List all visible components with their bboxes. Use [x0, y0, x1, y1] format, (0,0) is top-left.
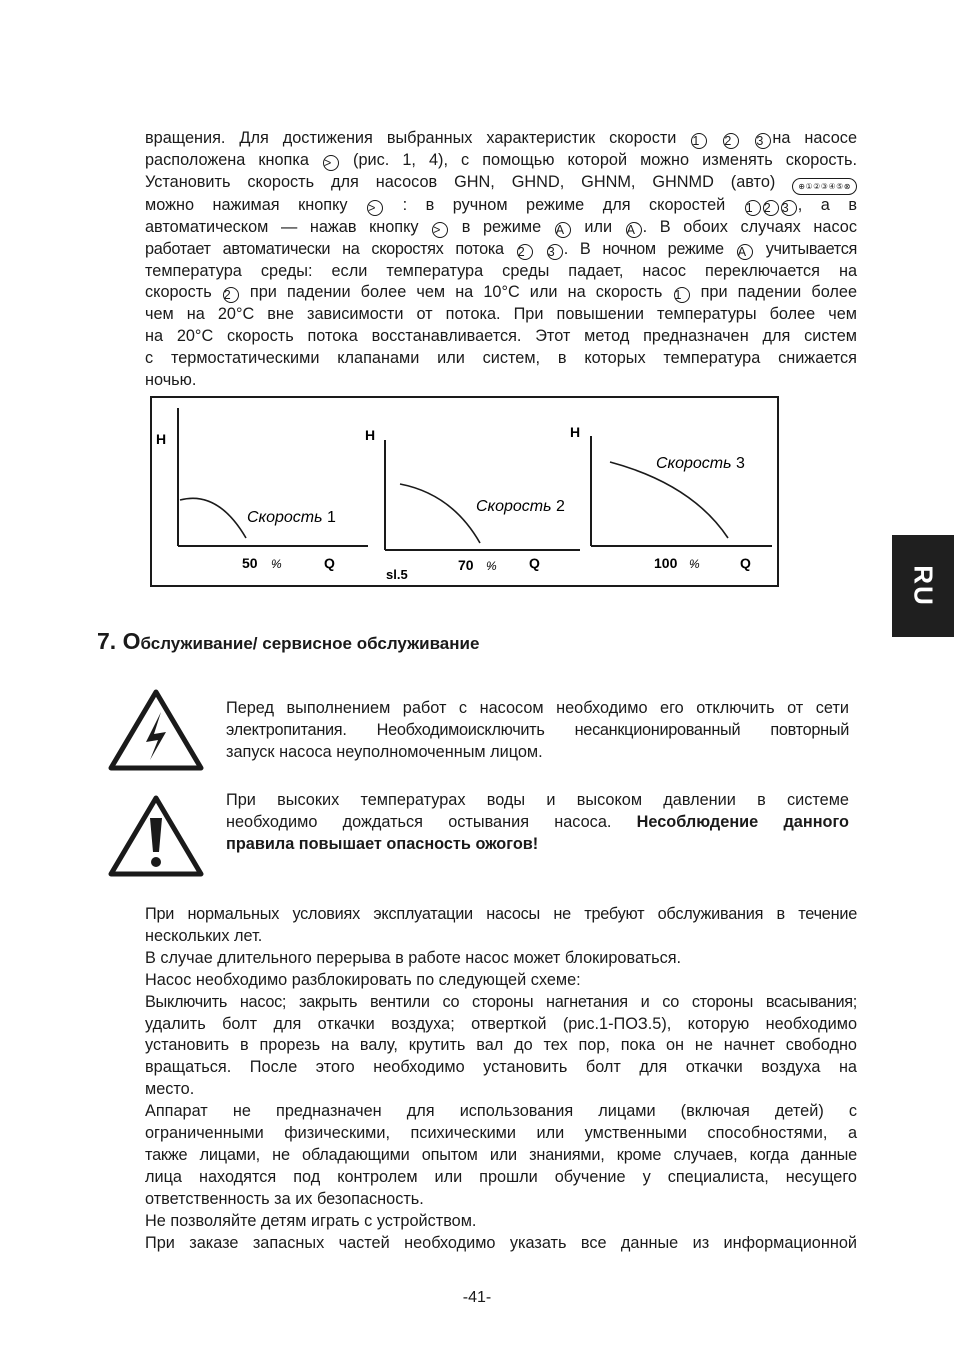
maintenance-paragraph: При нормальных условиях эксплуатации насосы не требуют обслуживания в течение нескольких лет. В случае длительного перерыва в работе насос может блокироваться. Насос необходимо разблокировать по следующей схеме: Выключить насос; закрыть вентили со стороны нагнетания и со стороны всасывания; удалить болт для откачки воздуха; отверткой (рис.1-ПОЗ.5), которую необходимо установить в прорезь на валу, крутить вал до тех пор, пока он не начнет свободно вращаться. После этого необходимо установить болт для откачки воздуха на место. Аппарат не предназначен для использования лицами (включая детей) с ограниченными физическими, психическими или умственными способностями, а также лицами, не обладающими опытом или знаниями, кроме случаев, когда данные лица находятся под контролем или прошли обучение у специалиста, несущего ответственность за их безопасность. Не позволяйте детям играть с устройством. При заказе запасных частей необходимо указать все данные из информационной [145, 905, 857, 1252]
axis-q-label: Q [529, 555, 540, 571]
q-value-label: 70 [458, 557, 474, 573]
curve-label-speed-2: Скорость 2 [476, 498, 565, 515]
panel-speed-2 [365, 427, 580, 582]
speed-1-symbol: 1 [745, 200, 761, 216]
speed-2-symbol: 2 [517, 244, 533, 260]
q-value-label: 50 [242, 555, 258, 571]
night-mode-symbol: A [626, 222, 642, 238]
speed-1-symbol: 1 [674, 287, 690, 303]
night-mode-symbol: A [737, 244, 753, 260]
q-value-label: 100 [654, 555, 678, 571]
page-number: -41- [462, 1289, 492, 1306]
speed-2-symbol: 2 [223, 287, 239, 303]
section-heading: 7. Обслуживание/ сервисное обслуживание [97, 628, 480, 654]
panel-speed-3 [570, 424, 772, 571]
speed-1-symbol: 1 [691, 133, 707, 149]
speed-2-symbol: 2 [723, 133, 739, 149]
curve-speed-2 [400, 484, 480, 543]
speed-2-symbol: 2 [763, 200, 779, 216]
axis-h-label: H [570, 424, 581, 440]
speed-button-symbol: > [367, 200, 383, 216]
axis-q-label: Q [740, 555, 751, 571]
percent-label: % [689, 557, 700, 571]
electrical-hazard-icon [108, 688, 204, 772]
electrical-warning-text: Перед выполнением работ с насосом необходимо его отключить от сети электропитания. Необходимоисключить несанкционированный повторный запуск насоса неуполномоченным лицом. [226, 699, 849, 761]
speed-button-symbol: > [323, 155, 339, 171]
curve-label-speed-3: Скорость 3 [656, 455, 745, 472]
intro-paragraph: вращения. Для достижения выбранных характеристик скорости 1 2 3 на насосе расположена кнопка > (рис. 1, 4), с помощью которой можно изменять скорость. Установить скорость для насосов GHN, GHND, GHNM, GHNMD (авто) ⊕①②③④⑤⊗ можно нажимая кнопку > : в ручном режиме для скоростей 1 2 3 , а в автоматическом — нажав кнопку > в режиме A или A . В обоих случаях насос работает автоматически на скоростях потока 2 3 . В ночном режиме A учитывается температура среды: если температура среды падает, насос переключается на скорость 2 при падении более чем на 10°С или на скорость 1 при падении более чем на 20°С вне зависимости от потока. При повышении температуры более чем на 20°С скорость потока восстанавливается. Этот метод предназначен для систем с термостатическими клапанами или систем, в которых температура снижается ночью. [145, 129, 858, 390]
language-tab-ru: RU [892, 535, 954, 637]
speed-button-symbol: > [432, 222, 448, 238]
percent-label: % [271, 557, 282, 571]
speed-3-symbol: 3 [781, 200, 797, 216]
mode-indicator-symbol: ⊕①②③④⑤⊗ [792, 178, 857, 195]
curve-speed-3 [610, 462, 728, 538]
burn-warning-text: При высоких температурах воды и высоком давлении в системе необходимо дождаться остывания насоса. Несоблюдение данного правила повышает опасность ожогов! [226, 791, 849, 853]
auto-mode-symbol: A [555, 222, 571, 238]
speed-curves-svg [152, 398, 777, 585]
percent-label: % [486, 559, 497, 573]
axis-q-label: Q [324, 555, 335, 571]
extra-figure-label: sl.5 [386, 567, 408, 582]
curve-speed-1 [180, 498, 246, 538]
axis-h-label: H [365, 427, 376, 443]
caution-icon [108, 794, 204, 878]
panel-speed-1 [156, 408, 368, 571]
speed-3-symbol: 3 [547, 244, 563, 260]
speed-3-symbol: 3 [755, 133, 771, 149]
curve-label-speed-1: Скорость 1 [247, 509, 336, 526]
axis-h-label: H [156, 431, 167, 447]
speed-curves-figure [150, 396, 779, 587]
